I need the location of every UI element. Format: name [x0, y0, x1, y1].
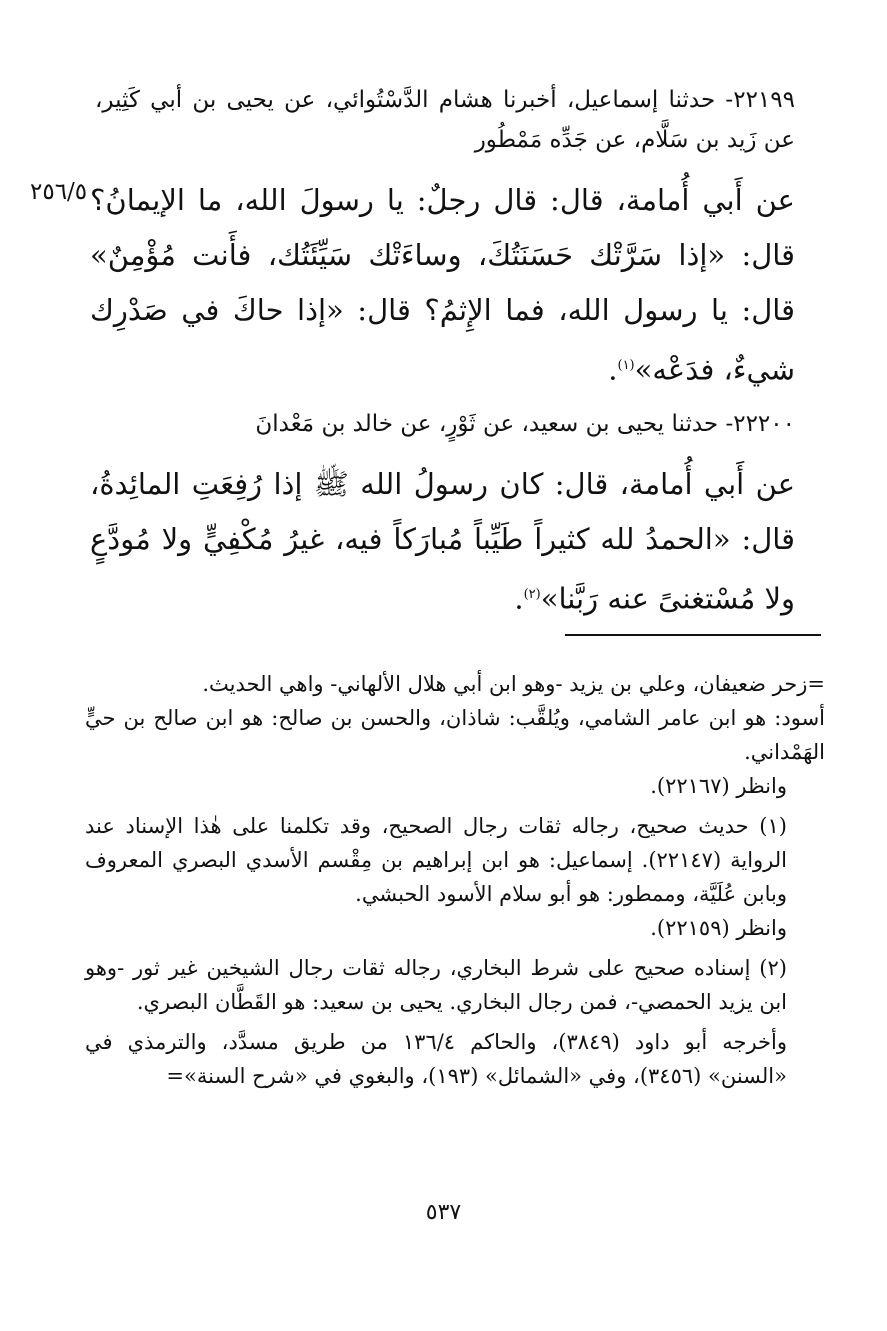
footnote-2-takhrij: وأخرجه أبو داود (٣٨٤٩)، والحاكم ١٣٦/٤ من طريق مسدَّد، والترمذي في «السنن» (٣٤٥٦)، وفي «الشمائل» (١٩٣)، والبغوي في «شرح السنة»=	[85, 1030, 787, 1088]
footnotes	[85, 667, 825, 1093]
isnad-text: ٢٢٢٠٠- حدثنا يحيى بن سعيد، عن ثَوْرٍ، عن خالد بن مَعْدانَ	[255, 411, 795, 437]
hadith-22200-matn: عن أَبي أُمامة، قال: كان رسولُ الله ﷺ إذا رُفِعَتِ المائِدةُ، قال: «الحمدُ لله كثيراً طَيِّباً مُبارَكاً فيه، غيرُ مُكْفِيٍّ ولا مُودَّعٍ ولا مُسْتغنىً عنه رَبَّنا»$^{(٢)}$.	[90, 467, 795, 616]
hadith-22200-chain	[95, 404, 795, 444]
isnad-text: ٢٢١٩٩- حدثنا إسماعيل، أخبرنا هشام الدَّسْتُوائي، عن يحيى بن أبي كَثِير، عن زَيد بن سَلَّام، عن جَدِّه مَمْطُور	[95, 87, 795, 153]
matn-text: عن أَبي أُمامة، قال: قال رجلٌ: يا رسولَ الله، ما الإيمانُ؟ قال: «إذا سَرَّتْك حَسَنَتُكَ، وساءَتْك سَيِّئَتُك، فأَنت مُؤْمِنٌ» قال: يا رسول الله، فما الإِثمُ؟ قال: «إذا حاكَ في صَدْرِك شيءٌ، فدَعْه»	[90, 183, 795, 387]
hadith-22199-matn: عن أَبي أُمامة، قال: قال رجلٌ: يا رسولَ الله، ما الإيمانُ؟ قال: «إذا سَرَّتْك حَسَنَتُكَ، وساءَتْك سَيِّئَتُك، فأَنت مُؤْمِنٌ» قال: يا رسول الله، فما الإِثمُ؟ قال: «إذا حاكَ في صَدْرِك شيءٌ، فدَعْه»$^{(١)}$.	[90, 183, 795, 387]
margin-volume-page-reference: ٢٥٦/٥	[30, 179, 88, 205]
footnote-1: (١) حديث صحيح، رجاله ثقات رجال الصحيح، وقد تكلمنا على هٰذا الإسناد عند الرواية (٢٢١٤٧). إسماعيل: هو ابن إبراهيم بن مِقْسم الأسدي البصري المعروف وبابن عُلَيَّة، وممطور: هو أبو سلام الأسود الحبشي.	[85, 814, 787, 906]
footnote-ref-1: (١)	[617, 358, 635, 373]
footnote-continuation: أسود: هو ابن عامر الشامي، ويُلقَّب: شاذان، والحسن بن صالح: هو ابن صالح بن حيٍّ الهَمْداني.	[85, 706, 825, 764]
footnote-separator	[565, 634, 821, 636]
footnote-continuation: =زحر ضعيفان، وعلي بن يزيد -وهو ابن أبي هلال الألهاني- واهي الحديث.	[202, 672, 825, 696]
page-number: ٥٣٧	[425, 1200, 462, 1225]
hadith-22199-chain	[95, 80, 795, 160]
footnote-continuation: وانظر (٢٢١٦٧).	[650, 774, 787, 798]
footnote-ref-2: (٢)	[523, 587, 541, 602]
footnote-1-see-also: وانظر (٢٢١٥٩).	[650, 916, 787, 940]
matn-text: عن أَبي أُمامة، قال: كان رسولُ الله ﷺ إذا رُفِعَتِ المائِدةُ، قال: «الحمدُ لله كثيراً طَيِّباً مُبارَكاً فيه، غيرُ مُكْفِيٍّ ولا مُودَّعٍ ولا مُسْتغنىً عنه رَبَّنا»	[90, 467, 795, 616]
footnote-2: (٢) إسناده صحيح على شرط البخاري، رجاله ثقات رجال الشيخين غير ثور -وهو ابن يزيد الحمصي-، فمن رجال البخاري. يحيى بن سعيد: هو القَطَّان البصري.	[85, 956, 787, 1014]
